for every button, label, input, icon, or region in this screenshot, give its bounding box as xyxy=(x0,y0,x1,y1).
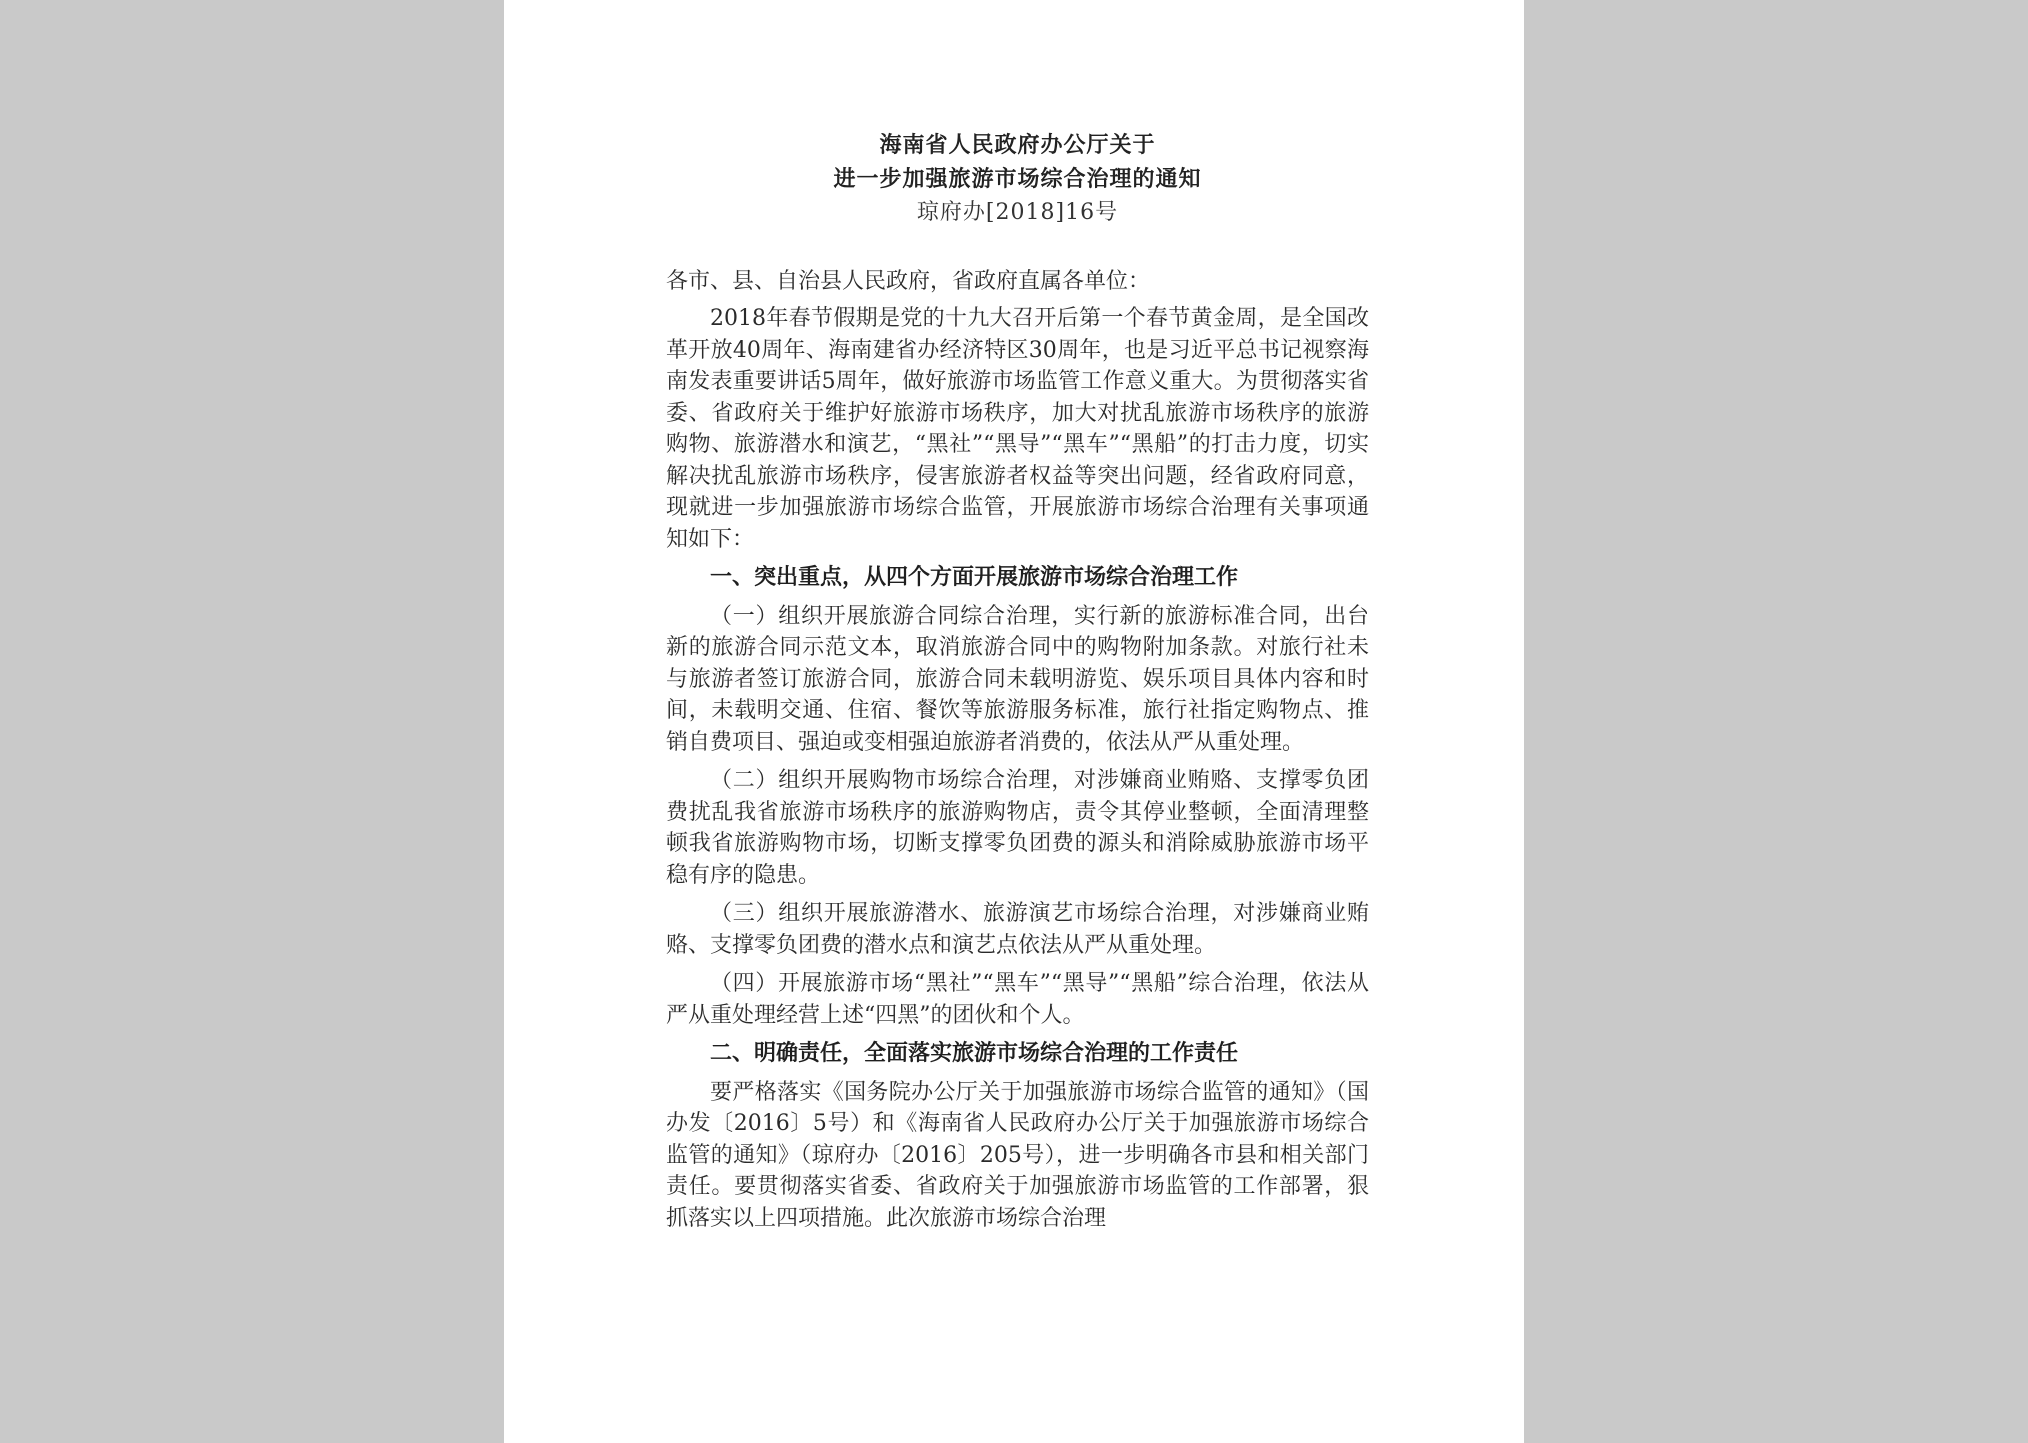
document-body xyxy=(666,128,1369,1241)
document-title-line2: 进一步加强旅游市场综合治理的通知 xyxy=(833,166,1202,192)
body-paragraph-last: 要严格落实《国务院办公厅关于加强旅游市场综合监管的通知》（国办发〔2016〕5号）和《海南省人民政府办公厅关于加强旅游市场综合监管的通知》（琼府办〔2016〕205号），进一步明确各市县和相关部门责任。要贯彻落实省委、省政府关于加强旅游市场监管的工作部署，狠抓落实以上四项措施。此次旅游市场综合治理 xyxy=(666,1079,1369,1231)
title-block xyxy=(666,128,1369,230)
section-heading-1: 一、突出重点，从四个方面开展旅游市场综合治理工作 xyxy=(710,564,1239,590)
document-number: 琼府办[2018]16号 xyxy=(916,200,1119,225)
item-paragraph-3: （三）组织开展旅游潜水、旅游演艺市场综合治理，对涉嫌商业贿赂、支撑零负团费的潜水点和演艺点依法从严从重处理。 xyxy=(666,901,1369,958)
section-heading-2: 二、明确责任，全面落实旅游市场综合治理的工作责任 xyxy=(710,1040,1239,1066)
item-paragraph-2: （二）组织开展购物市场综合治理，对涉嫌商业贿赂、支撑零负团费扰乱我省旅游市场秩序的旅游购物店，责令其停业整顿，全面清理整顿我省旅游购物市场，切断支撑零负团费的源头和消除威胁旅游市场平稳有序的隐患。 xyxy=(666,768,1369,888)
salutation: 各市、县、自治县人民政府，省政府直属各单位： xyxy=(666,269,1151,294)
document-page xyxy=(504,0,1524,1443)
document-title-line1: 海南省人民政府办公厅关于 xyxy=(879,132,1156,158)
item-paragraph-4: （四）开展旅游市场“黑社”“黑车”“黑导”“黑船”综合治理，依法从严从重处理经营上述“四黑”的团伙和个人。 xyxy=(666,971,1369,1028)
item-paragraph-1: （一）组织开展旅游合同综合治理，实行新的旅游标准合同，出台新的旅游合同示范文本，取消旅游合同中的购物附加条款。对旅行社未与旅游者签订旅游合同，旅游合同未载明游览、娱乐项目具体内容和时间，未载明交通、住宿、餐饮等旅游服务标准，旅行社指定购物点、推销自费项目、强迫或变相强迫旅游者消费的，依法从严从重处理。 xyxy=(666,603,1369,755)
intro-paragraph: 2018年春节假期是党的十九大召开后第一个春节黄金周，是全国改革开放40周年、海南建省办经济特区30周年，也是习近平总书记视察海南发表重要讲话5周年，做好旅游市场监管工作意义重大。为贯彻落实省委、省政府关于维护好旅游市场秩序，加大对扰乱旅游市场秩序的旅游购物、旅游潜水和演艺，“黑社”“黑导”“黑车”“黑船”的打击力度，切实解决扰乱旅游市场秩序，侵害旅游者权益等突出问题，经省政府同意，现就进一步加强旅游市场综合监管，开展旅游市场综合治理有关事项通知如下： xyxy=(666,306,1369,552)
